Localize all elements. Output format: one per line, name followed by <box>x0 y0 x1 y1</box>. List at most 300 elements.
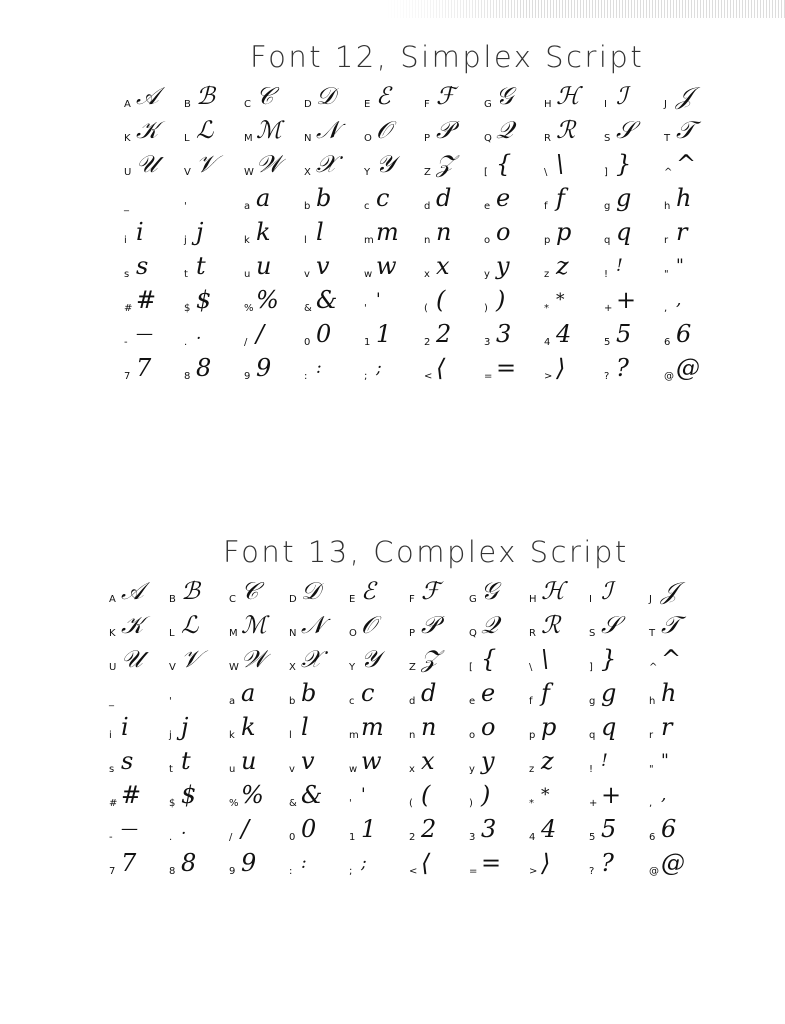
glyph-cell <box>575 645 635 679</box>
glyph-cell <box>635 747 695 781</box>
glyph-sample: ℳ <box>241 611 267 639</box>
glyph-label: b <box>289 696 296 707</box>
glyph-label: ] <box>589 662 593 673</box>
glyph-label: p <box>529 730 536 741</box>
glyph-label: V <box>184 167 191 178</box>
glyph-cell <box>290 252 350 286</box>
glyph-cell <box>290 320 350 354</box>
glyph-cell <box>170 184 230 218</box>
glyph-label: \ <box>544 167 548 178</box>
glyph-cell <box>350 320 410 354</box>
glyph-cell <box>350 218 410 252</box>
glyph-sample: , <box>676 290 682 310</box>
glyph-label: j <box>169 730 172 741</box>
glyph-sample: ℐ <box>601 577 613 605</box>
glyph-label: ^ <box>664 167 673 178</box>
glyph-label: K <box>109 628 116 639</box>
glyph-sample: 𝒫 <box>436 116 454 144</box>
glyph-sample: 𝒫 <box>421 611 439 639</box>
glyph-sample: ^ <box>661 645 682 673</box>
glyph-sample: a <box>241 679 256 707</box>
glyph-label: u <box>229 764 236 775</box>
glyph-cell <box>470 218 530 252</box>
glyph-sample: 𝒮 <box>601 611 620 639</box>
glyph-label: T <box>664 133 671 144</box>
glyph-label: R <box>544 133 551 144</box>
glyph-label: X <box>289 662 296 673</box>
glyph-sample: 0 <box>301 815 317 843</box>
glyph-label: L <box>184 133 190 144</box>
glyph-label: I <box>589 594 592 605</box>
glyph-sample: 𝒵 <box>421 645 440 673</box>
glyph-cell <box>455 577 515 611</box>
glyph-sample: , <box>661 785 667 805</box>
glyph-cell <box>215 679 275 713</box>
glyph-label: S <box>604 133 611 144</box>
glyph-cell <box>470 116 530 150</box>
glyph-label: z <box>544 269 550 280</box>
glyph-sample: 9 <box>241 849 257 877</box>
glyph-label: J <box>649 594 652 605</box>
glyph-sample: w <box>376 252 397 280</box>
glyph-cell <box>530 354 590 388</box>
glyph-label: > <box>529 866 538 877</box>
glyph-cell <box>575 747 635 781</box>
glyph-cell <box>515 679 575 713</box>
glyph-sample: ' <box>361 785 366 805</box>
glyph-sample: ℬ <box>181 577 200 605</box>
glyph-cell <box>470 286 530 320</box>
glyph-cell <box>350 82 410 116</box>
glyph-cell <box>590 184 650 218</box>
glyph-label: q <box>604 235 611 246</box>
glyph-label: O <box>349 628 357 639</box>
glyph-cell <box>215 713 275 747</box>
glyph-cell <box>170 354 230 388</box>
glyph-sample: u <box>241 747 257 775</box>
glyph-cell <box>530 116 590 150</box>
glyph-sample: ℛ <box>556 116 576 144</box>
glyph-label: ! <box>589 764 594 775</box>
glyph-label: U <box>124 167 132 178</box>
glyph-label: . <box>169 832 173 843</box>
glyph-cell <box>395 645 455 679</box>
glyph-label: 9 <box>229 866 236 877</box>
glyph-label: \ <box>529 662 533 673</box>
glyph-cell <box>170 218 230 252</box>
glyph-label: k <box>244 235 250 246</box>
glyph-cell <box>515 849 575 883</box>
font-title: Font 13, Complex Script <box>223 535 629 569</box>
glyph-sample: ℋ <box>541 577 565 605</box>
glyph-cell <box>635 713 695 747</box>
glyph-cell <box>350 116 410 150</box>
glyph-sample: & <box>301 781 323 809</box>
glyph-sample: p <box>541 713 557 741</box>
glyph-cell <box>590 286 650 320</box>
glyph-cell <box>635 611 695 645</box>
glyph-sample: ! <box>616 256 623 276</box>
glyph-label: < <box>409 866 418 877</box>
glyph-label: 3 <box>469 832 476 843</box>
glyph-cell <box>215 645 275 679</box>
glyph-label: G <box>484 99 492 110</box>
glyph-sample: { <box>481 645 497 673</box>
glyph-cell <box>230 82 290 116</box>
glyph-grid <box>95 577 695 883</box>
glyph-sample: 4 <box>541 815 557 843</box>
glyph-cell <box>110 82 170 116</box>
glyph-cell <box>275 611 335 645</box>
glyph-cell <box>215 611 275 645</box>
glyph-sample: t <box>181 747 191 775</box>
glyph-cell <box>275 713 335 747</box>
glyph-cell <box>410 82 470 116</box>
glyph-cell <box>650 116 710 150</box>
glyph-label: m <box>349 730 359 741</box>
glyph-cell <box>590 320 650 354</box>
glyph-label: r <box>664 235 669 246</box>
glyph-label: x <box>409 764 415 775</box>
glyph-sample: ℱ <box>421 577 440 605</box>
glyph-sample: } <box>616 150 632 178</box>
glyph-label: g <box>604 201 611 212</box>
glyph-label: ' <box>169 696 172 707</box>
glyph-label: - <box>124 337 128 348</box>
glyph-sample: w <box>361 747 382 775</box>
glyph-cell <box>95 577 155 611</box>
glyph-label: 3 <box>484 337 491 348</box>
glyph-sample: e <box>481 679 496 707</box>
glyph-sample: e <box>496 184 511 212</box>
glyph-label: 7 <box>109 866 116 877</box>
glyph-label: O <box>364 133 372 144</box>
glyph-label: H <box>544 99 552 110</box>
glyph-label: D <box>304 99 312 110</box>
glyph-label: $ <box>184 303 191 314</box>
glyph-sample: 2 <box>436 320 452 348</box>
glyph-sample: u <box>256 252 272 280</box>
glyph-label: c <box>364 201 370 212</box>
glyph-cell <box>290 116 350 150</box>
glyph-sample: z <box>541 747 554 775</box>
glyph-label: 0 <box>289 832 296 843</box>
glyph-sample: k <box>256 218 271 246</box>
glyph-label: l <box>304 235 307 246</box>
glyph-cell <box>335 815 395 849</box>
glyph-label: c <box>349 696 355 707</box>
glyph-cell <box>470 150 530 184</box>
glyph-label: t <box>184 269 188 280</box>
glyph-cell <box>110 218 170 252</box>
glyph-cell <box>95 747 155 781</box>
glyph-label: y <box>469 764 475 775</box>
glyph-label: ( <box>409 798 413 809</box>
glyph-sample: r <box>661 713 673 741</box>
glyph-cell <box>650 150 710 184</box>
glyph-sample: 6 <box>676 320 692 348</box>
glyph-sample: } <box>601 645 617 673</box>
glyph-cell <box>515 815 575 849</box>
glyph-sample: y <box>481 747 495 775</box>
glyph-label: C <box>229 594 236 605</box>
glyph-sample: 𝒪 <box>376 116 392 144</box>
glyph-cell <box>215 577 275 611</box>
glyph-sample: : <box>301 853 307 873</box>
glyph-label: % <box>244 303 254 314</box>
glyph-cell <box>590 82 650 116</box>
glyph-label: + <box>589 798 598 809</box>
glyph-sample: p <box>556 218 572 246</box>
glyph-sample: m <box>361 713 384 741</box>
glyph-label: b <box>304 201 311 212</box>
glyph-cell <box>155 815 215 849</box>
glyph-sample: k <box>241 713 256 741</box>
glyph-sample: 𝒲 <box>241 645 267 673</box>
glyph-cell <box>455 849 515 883</box>
glyph-sample: b <box>301 679 317 707</box>
glyph-sample: \ <box>541 645 550 673</box>
glyph-label: N <box>289 628 297 639</box>
glyph-label: n <box>409 730 416 741</box>
glyph-cell <box>575 849 635 883</box>
glyph-label: / <box>244 337 248 348</box>
glyph-cell <box>470 252 530 286</box>
glyph-cell <box>335 679 395 713</box>
glyph-cell <box>470 354 530 388</box>
glyph-cell <box>470 184 530 218</box>
glyph-sample: ℛ <box>541 611 561 639</box>
glyph-sample: 𝒞 <box>256 82 274 110</box>
glyph-sample: 7 <box>121 849 137 877</box>
glyph-cell <box>650 218 710 252</box>
glyph-label: o <box>484 235 491 246</box>
glyph-label: * <box>544 303 549 314</box>
glyph-label: 8 <box>169 866 176 877</box>
glyph-label: i <box>109 730 112 741</box>
glyph-sample: c <box>376 184 390 212</box>
glyph-sample: ℰ <box>361 577 376 605</box>
glyph-cell <box>650 354 710 388</box>
glyph-cell <box>650 286 710 320</box>
glyph-label: 4 <box>529 832 536 843</box>
glyph-cell <box>395 747 455 781</box>
glyph-label: w <box>364 269 373 280</box>
glyph-sample: 𝒬 <box>481 611 499 639</box>
glyph-sample: 0 <box>316 320 332 348</box>
glyph-label: < <box>424 371 433 382</box>
glyph-cell <box>95 679 155 713</box>
glyph-label: 0 <box>304 337 311 348</box>
glyph-cell <box>95 611 155 645</box>
glyph-cell <box>410 116 470 150</box>
glyph-sample: 5 <box>601 815 617 843</box>
glyph-cell <box>530 82 590 116</box>
glyph-cell <box>350 286 410 320</box>
glyph-label: ; <box>349 866 353 877</box>
glyph-label: Z <box>424 167 431 178</box>
glyph-sample: ? <box>601 849 614 877</box>
glyph-cell <box>650 320 710 354</box>
glyph-cell <box>515 577 575 611</box>
glyph-cell <box>395 679 455 713</box>
glyph-sample: 𝒥 <box>676 82 693 110</box>
glyph-sample: 𝒩 <box>301 611 324 639</box>
glyph-sample: v <box>316 252 330 280</box>
glyph-cell <box>95 781 155 815</box>
glyph-sample: 3 <box>496 320 512 348</box>
glyph-label: u <box>244 269 251 280</box>
glyph-label: z <box>529 764 535 775</box>
glyph-label: n <box>424 235 431 246</box>
glyph-label: W <box>244 167 254 178</box>
glyph-cell <box>455 781 515 815</box>
glyph-cell <box>530 218 590 252</box>
glyph-label: F <box>409 594 415 605</box>
glyph-cell <box>275 577 335 611</box>
glyph-label: M <box>229 628 238 639</box>
glyph-cell <box>170 116 230 150</box>
glyph-sample: 𝒢 <box>481 577 499 605</box>
glyph-label: % <box>229 798 239 809</box>
glyph-label: f <box>544 201 548 212</box>
glyph-label: m <box>364 235 374 246</box>
glyph-cell <box>590 116 650 150</box>
glyph-label: R <box>529 628 536 639</box>
glyph-sample: . <box>196 324 202 344</box>
glyph-sample: t <box>196 252 206 280</box>
glyph-sample: 𝒯 <box>676 116 695 144</box>
glyph-label: e <box>484 201 491 212</box>
glyph-sample: 𝒥 <box>661 577 678 605</box>
glyph-label: Y <box>349 662 356 673</box>
glyph-sample: 1 <box>376 320 392 348</box>
glyph-cell <box>455 645 515 679</box>
glyph-label: * <box>529 798 534 809</box>
glyph-sample: ⟩ <box>541 849 551 877</box>
glyph-cell <box>275 679 335 713</box>
glyph-sample: : <box>316 358 322 378</box>
glyph-label: @ <box>649 866 659 877</box>
glyph-sample: % <box>241 781 264 809</box>
glyph-sample: ? <box>616 354 629 382</box>
glyph-label: 5 <box>589 832 596 843</box>
glyph-cell <box>95 713 155 747</box>
glyph-sample: r <box>676 218 688 246</box>
glyph-label: ' <box>364 303 367 314</box>
glyph-label: ? <box>604 371 610 382</box>
glyph-sample: ) <box>496 286 506 314</box>
glyph-label: d <box>424 201 431 212</box>
glyph-sample: o <box>481 713 496 741</box>
glyph-label: U <box>109 662 117 673</box>
glyph-sample: 𝒳 <box>301 645 322 673</box>
glyph-cell <box>215 849 275 883</box>
glyph-cell <box>530 150 590 184</box>
glyph-cell <box>410 320 470 354</box>
glyph-sample: = <box>481 849 502 877</box>
glyph-cell <box>290 184 350 218</box>
glyph-label: V <box>169 662 176 673</box>
glyph-cell <box>650 252 710 286</box>
glyph-sample: 5 <box>616 320 632 348</box>
glyph-cell <box>350 184 410 218</box>
glyph-label: G <box>469 594 477 605</box>
glyph-label: e <box>469 696 476 707</box>
glyph-cell <box>635 815 695 849</box>
glyph-label: H <box>529 594 537 605</box>
glyph-label: j <box>184 235 187 246</box>
glyph-sample: 7 <box>136 354 152 382</box>
glyph-sample: ℬ <box>196 82 215 110</box>
glyph-sample: ( <box>436 286 446 314</box>
glyph-label: Q <box>484 133 492 144</box>
glyph-sample: ℋ <box>556 82 580 110</box>
glyph-cell <box>575 679 635 713</box>
glyph-sample: g <box>601 679 617 707</box>
glyph-sample: 𝒞 <box>241 577 259 605</box>
glyph-cell <box>515 611 575 645</box>
glyph-cell <box>230 184 290 218</box>
glyph-sample: l <box>301 713 309 741</box>
glyph-sample: ℐ <box>616 82 628 110</box>
glyph-sample: j <box>181 713 189 741</box>
glyph-cell <box>635 577 695 611</box>
glyph-label: 2 <box>424 337 431 348</box>
glyph-label: s <box>109 764 115 775</box>
glyph-cell <box>170 286 230 320</box>
glyph-label: 5 <box>604 337 611 348</box>
glyph-cell <box>110 354 170 388</box>
glyph-cell <box>470 320 530 354</box>
glyph-cell <box>275 849 335 883</box>
glyph-label: P <box>409 628 416 639</box>
glyph-label: d <box>409 696 416 707</box>
glyph-label: ! <box>604 269 609 280</box>
glyph-label: + <box>604 303 613 314</box>
glyph-cell <box>455 713 515 747</box>
glyph-cell <box>215 781 275 815</box>
glyph-sample: ⟩ <box>556 354 566 382</box>
glyph-cell <box>590 150 650 184</box>
glyph-cell <box>230 150 290 184</box>
glyph-cell <box>410 184 470 218</box>
glyph-sample: h <box>676 184 692 212</box>
glyph-sample: v <box>301 747 315 775</box>
glyph-sample: — <box>136 324 153 344</box>
glyph-sample: n <box>421 713 437 741</box>
glyph-label: [ <box>469 662 473 673</box>
glyph-label: W <box>229 662 239 673</box>
glyph-sample: & <box>316 286 338 314</box>
glyph-sample: y <box>496 252 510 280</box>
glyph-sample: a <box>256 184 271 212</box>
glyph-sample: g <box>616 184 632 212</box>
glyph-cell <box>530 184 590 218</box>
glyph-cell <box>230 286 290 320</box>
glyph-cell <box>215 815 275 849</box>
glyph-cell <box>275 747 335 781</box>
glyph-cell <box>110 320 170 354</box>
glyph-label: h <box>649 696 656 707</box>
glyph-sample: 6 <box>661 815 677 843</box>
glyph-sample: 𝒜 <box>136 82 159 110</box>
glyph-label: X <box>304 167 311 178</box>
glyph-label: L <box>169 628 175 639</box>
glyph-cell <box>530 286 590 320</box>
glyph-label: _ <box>109 696 114 707</box>
glyph-cell <box>155 713 215 747</box>
